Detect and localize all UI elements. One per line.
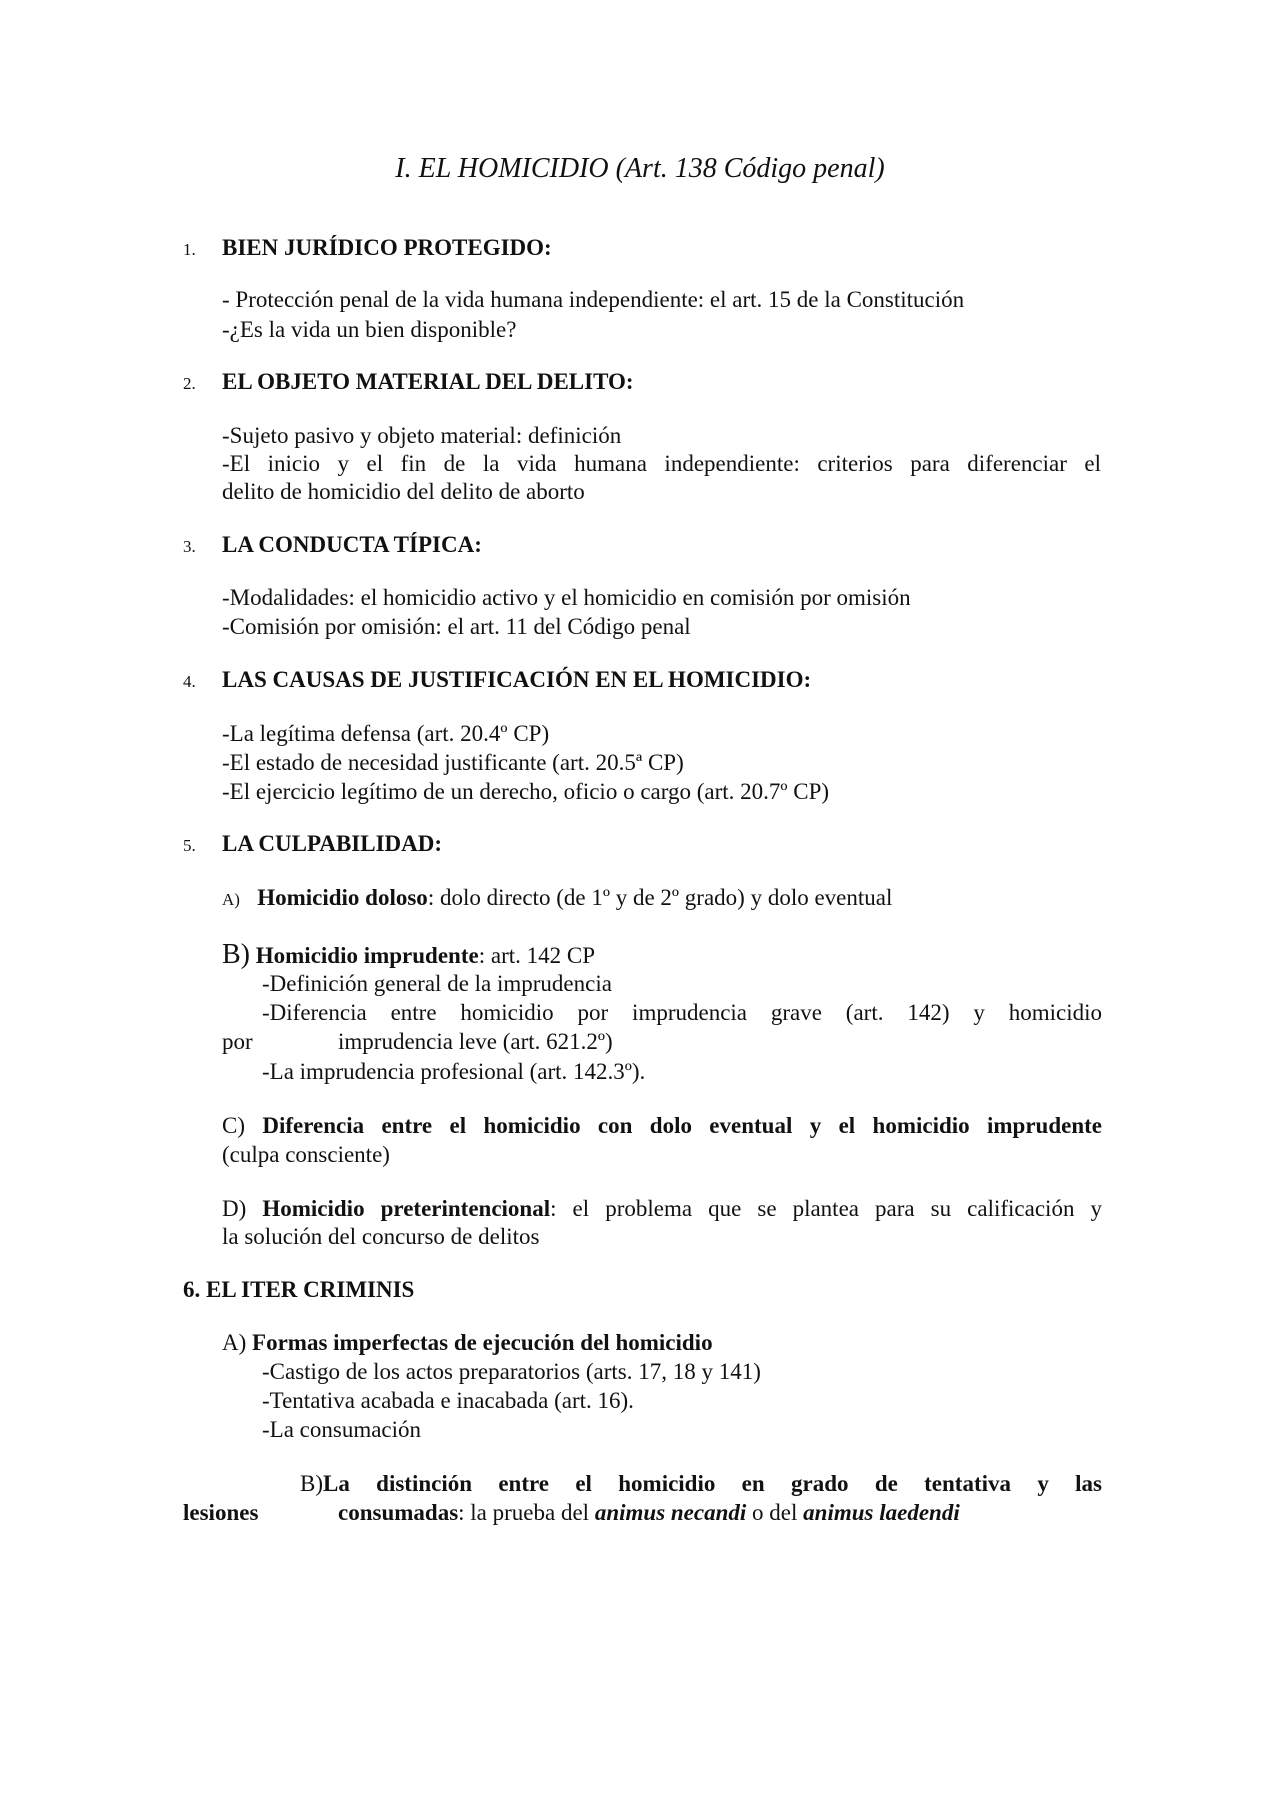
section-4-number: 4. xyxy=(183,672,196,691)
section-2-line-1: -Sujeto pasivo y objeto material: definición xyxy=(222,423,622,448)
section-3-heading: LA CONDUCTA TÍPICA: xyxy=(222,532,482,557)
iter-item-b-word-lesiones: lesiones xyxy=(183,1500,259,1525)
section-1-line-1: - Protección penal de la vida humana independiente: el art. 15 de la Constitución xyxy=(222,287,965,312)
item-d-text-1: : el problema que se plantea para su calificación y xyxy=(550,1196,1102,1221)
section-4-line-3: -El ejercicio legítimo de un derecho, oficio o cargo (art. 20.7º CP) xyxy=(222,779,830,804)
item-a-letter: A) xyxy=(222,890,240,909)
iter-item-b-word-consumadas: consumadas xyxy=(338,1500,459,1525)
item-d-title: Homicidio preterintencional xyxy=(262,1196,551,1221)
item-b-line-1: -Definición general de la imprudencia xyxy=(262,971,612,996)
iter-item-a-line-1: -Castigo de los actos preparatorios (arts. 17, 18 y 141) xyxy=(262,1359,761,1384)
item-b-line-2: -Diferencia entre homicidio por imprudencia grave (art. 142) y homicidio xyxy=(262,1000,1102,1025)
section-6-heading: 6. EL ITER CRIMINIS xyxy=(183,1277,415,1302)
section-2-heading: EL OBJETO MATERIAL DEL DELITO: xyxy=(222,369,634,394)
section-1-line-2: -¿Es la vida un bien disponible? xyxy=(222,317,517,342)
document-title: I. EL HOMICIDIO (Art. 138 Código penal) xyxy=(395,153,885,184)
section-3-line-2: -Comisión por omisión: el art. 11 del Código penal xyxy=(222,614,691,639)
item-c-text: (culpa consciente) xyxy=(222,1142,390,1167)
iter-item-a-line-2: -Tentativa acabada e inacabada (art. 16). xyxy=(262,1388,634,1413)
culpability-item-a xyxy=(222,884,892,914)
section-4-heading: LAS CAUSAS DE JUSTIFICACIÓN EN EL HOMICIDIO: xyxy=(222,667,812,692)
section-1-heading: BIEN JURÍDICO PROTEGIDO: xyxy=(222,235,552,260)
iter-item-b-title-1: La distinción entre el homicidio en grado de tentativa y las xyxy=(323,1471,1102,1496)
iter-item-b-text-2: o del xyxy=(746,1500,804,1525)
item-d-text-2: la solución del concurso de delitos xyxy=(222,1224,540,1249)
section-2-line-3: delito de homicidio del delito de aborto xyxy=(222,479,585,504)
culpability-item-c xyxy=(222,1112,1102,1140)
section-3-line-1: -Modalidades: el homicidio activo y el homicidio en comisión por omisión xyxy=(222,585,911,610)
iter-item-b-text-1: : la prueba del xyxy=(458,1500,595,1525)
section-4-line-2: -El estado de necesidad justificante (art. 20.5ª CP) xyxy=(222,750,684,775)
iter-item-b-animus-necandi: animus necandi xyxy=(594,1500,747,1525)
culpability-item-b xyxy=(222,938,595,973)
item-b-line-3b: imprudencia leve (art. 621.2º) xyxy=(338,1029,613,1054)
culpability-item-d xyxy=(222,1195,1102,1223)
item-d-letter: D) xyxy=(222,1196,247,1221)
section-5-heading: LA CULPABILIDAD: xyxy=(222,831,443,856)
iter-item-b-animus-laedendi: animus laedendi xyxy=(803,1500,960,1525)
section-2-line-2: -El inicio y el fin de la vida humana independiente: criterios para diferenciar el xyxy=(222,451,1101,476)
iter-item-a-title: Formas imperfectas de ejecución del homicidio xyxy=(252,1330,713,1355)
item-b-line-3a: por xyxy=(222,1029,253,1054)
section-4-line-1: -La legítima defensa (art. 20.4º CP) xyxy=(222,721,550,746)
item-b-line-4: -La imprudencia profesional (art. 142.3º). xyxy=(262,1059,646,1084)
iter-item-b xyxy=(300,1470,1102,1498)
iter-item-b-letter: B) xyxy=(300,1471,323,1496)
section-5-number: 5. xyxy=(183,836,196,855)
iter-item-a-letter: A) xyxy=(222,1330,247,1355)
iter-item-a xyxy=(222,1329,713,1357)
iter-item-b-title-2a xyxy=(183,1499,258,1527)
section-1-number: 1. xyxy=(183,240,196,259)
item-c-letter: C) xyxy=(222,1113,245,1138)
iter-item-b-line-2 xyxy=(338,1499,960,1527)
item-a-title: Homicidio doloso xyxy=(257,885,428,910)
iter-item-a-line-3: -La consumación xyxy=(262,1417,422,1442)
item-b-title: Homicidio imprudente xyxy=(255,943,479,968)
item-b-letter: B) xyxy=(222,939,250,970)
item-a-text: : dolo directo (de 1º y de 2º grado) y dolo eventual xyxy=(427,885,893,910)
section-2-number: 2. xyxy=(183,374,196,393)
section-3-number: 3. xyxy=(183,537,196,556)
item-b-text: : art. 142 CP xyxy=(478,943,596,968)
item-c-title: Diferencia entre el homicidio con dolo eventual y el homicidio imprudente xyxy=(262,1113,1103,1138)
